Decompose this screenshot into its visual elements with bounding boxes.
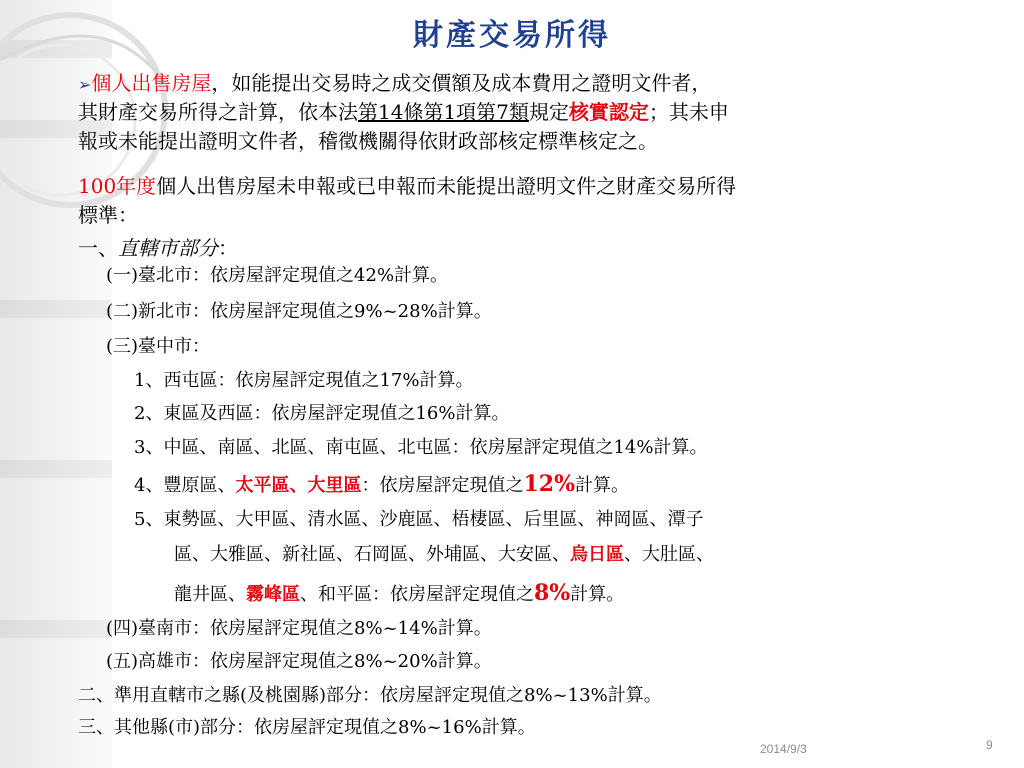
section-3: 三、其他縣(市)部分：依房屋評定現值之8%~16%計算。 <box>78 717 536 738</box>
sidebar-band <box>0 460 112 478</box>
paragraph-1-line-3 <box>78 129 658 153</box>
taichung-sub-5-line-1: 5、東勢區、大甲區、清水區、沙鹿區、梧棲區、后里區、神岡區、潭子 <box>134 509 704 530</box>
footer-date: 2014/9/3 <box>760 742 807 756</box>
highlight-percentage: 12% <box>523 471 575 497</box>
text: ：依房屋評定現值之 <box>361 475 524 496</box>
item-taipei: (一)臺北市：依房屋評定現值之42%計算。 <box>106 265 449 286</box>
section-2: 二、準用直轄市之縣(及桃園縣)部分：依房屋評定現值之8%~13%計算。 <box>78 685 662 706</box>
highlight-percentage: 8% <box>534 580 571 606</box>
law-reference: 第14條第1項第7類 <box>358 100 529 124</box>
section-number: 一、 <box>78 236 118 260</box>
page-number: 9 <box>986 738 993 752</box>
text: 龍井區、 <box>174 584 246 605</box>
highlight-text: 烏日區 <box>570 544 624 565</box>
arrow-bullet-icon: ➢ <box>78 75 92 94</box>
section-label: 直轄市部分 <box>118 236 218 260</box>
text: 個人出售房屋未申報或已申報而未能提出證明文件之財產交易所得 <box>156 174 737 198</box>
text: 規定 <box>528 100 569 124</box>
item-kaohsiung: (五)高雄市：依房屋評定現值之8%~20%計算。 <box>106 651 492 672</box>
text: 其財產交易所得之計算，依本法 <box>78 100 358 124</box>
text: ： <box>218 236 238 260</box>
section-1-heading <box>78 236 238 260</box>
highlight-text: 太平區、大里區 <box>235 475 362 496</box>
paragraph-2-line-2 <box>78 203 138 227</box>
paragraph-1-line-1 <box>78 71 711 97</box>
taichung-sub-3: 3、中區、南區、北區、南屯區、北屯區：依房屋評定現值之14%計算。 <box>134 437 708 458</box>
text: 區、大雅區、新社區、石岡區、外埔區、大安區、 <box>174 544 570 565</box>
item-tainan: (四)臺南市：依房屋評定現值之8%~14%計算。 <box>106 618 492 639</box>
taichung-sub-4 <box>134 472 629 498</box>
year-label: 100年度 <box>78 174 157 198</box>
page-title: 財產交易所得 <box>413 18 611 53</box>
lead-text: 個人出售房屋 <box>91 71 212 95</box>
sidebar-band <box>0 620 112 638</box>
text: ；其未申 <box>648 100 729 124</box>
paragraph-2-line-1 <box>78 174 736 198</box>
text: 計算。 <box>574 475 629 496</box>
item-taichung: (三)臺中市： <box>106 336 211 357</box>
highlight-text: 霧峰區 <box>246 584 300 605</box>
text: 、和平區：依房屋評定現值之 <box>300 584 534 605</box>
taichung-sub-5-line-2 <box>174 543 714 567</box>
taichung-sub-1: 1、西屯區：依房屋評定現值之17%計算。 <box>134 370 474 391</box>
taichung-sub-5-line-3 <box>174 581 624 607</box>
taichung-sub-2: 2、東區及西區：依房屋評定現值之16%計算。 <box>134 403 510 424</box>
sidebar-band <box>0 300 112 318</box>
text: 、大肚區、 <box>624 544 714 565</box>
text: ，如能提出交易時之成交價額及成本費用之證明文件者， <box>211 71 712 95</box>
text: 標準： <box>78 203 138 227</box>
item-new-taipei: (二)新北市：依房屋評定現值之9%~28%計算。 <box>106 301 492 322</box>
paragraph-1-line-2 <box>78 100 729 124</box>
text: 報或未能提出證明文件者，稽徵機關得依財政部核定標準核定之。 <box>78 129 658 153</box>
text: 4、豐原區、 <box>134 475 236 496</box>
emphasis-text: 核實認定 <box>568 100 649 124</box>
text: 計算。 <box>570 584 625 605</box>
